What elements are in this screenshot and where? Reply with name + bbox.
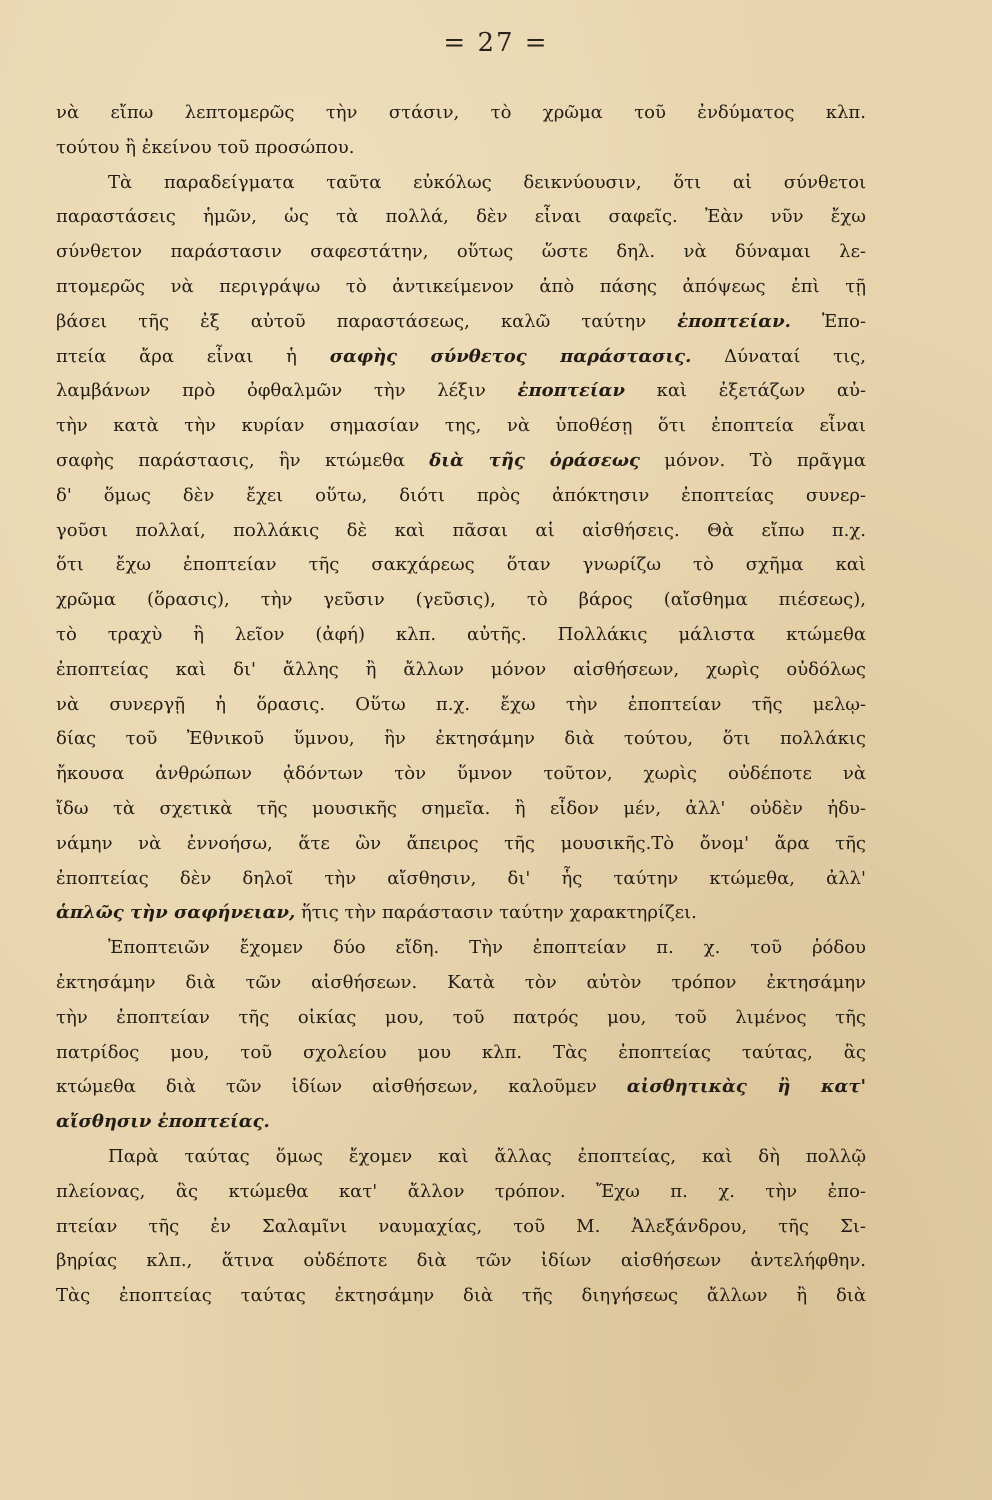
text-line: ἐποπτείας καὶ δι' ἄλλης ἢ ἄλλων μόνον αἰσθήσεων, χωρὶς οὐδόλως [56,658,866,680]
text-line: πτείαν τῆς ἐν Σαλαμῖνι ναυμαχίας, τοῦ Μ. Ἀλεξάνδρου, τῆς Σι- [56,1215,866,1237]
text-line: βάσει τῆς ἐξ αὐτοῦ παραστάσεως, καλῶ ταύτην ἐποπτείαν. Ἐπο- [56,310,867,332]
text-line: γοῦσι πολλαί, πολλάκις δὲ καὶ πᾶσαι αἱ αἰσθήσεις. Θὰ εἴπω π.χ. [56,519,866,541]
text-line: λαμβάνων πρὸ ὀφθαλμῶν τὴν λέξιν ἐποπτείαν καὶ ἐξετάζων αὐ- [56,380,867,402]
emphasis-term: ἐποπτείαν. [677,310,791,332]
paragraph-start-line: Ἐποπτειῶν ἔχομεν δύο εἴδη. Τὴν ἐποπτείαν π. χ. τοῦ ῥόδου [108,937,866,959]
text-line: πτεία ἄρα εἶναι ἡ σαφὴς σύνθετος παράστασις. Δύναταί τις, [56,345,866,367]
text-line: νὰ εἴπω λεπτομερῶς τὴν στάσιν, τὸ χρῶμα τοῦ ἐνδύματος κλπ. [56,102,866,123]
text-line: νὰ συνεργῇ ἡ ὅρασις. Οὕτω π.χ. ἔχω τὴν ἐποπτείαν τῆς μελῳ- [56,693,866,715]
text-line: πλείονας, ἃς κτώμεθα κατ' ἄλλον τρόπον. Ἔχω π. χ. τὴν ἐπο- [56,1180,866,1202]
text-line: Τὰς ἐποπτείας ταύτας ἐκτησάμην διὰ τῆς διηγήσεως ἄλλων ἢ διὰ [56,1285,866,1307]
paragraph-start-line: Τὰ παραδείγματα ταῦτα εὐκόλως δεικνύουσιν, ὅτι αἱ σύνθετοι [108,171,866,193]
text-line: χρῶμα (ὅρασις), τὴν γεῦσιν (γεῦσις), τὸ βάρος (αἴσθημα πιέσεως), [56,589,866,611]
text-line: πτομερῶς νὰ περιγράψω τὸ ἀντικείμενον ἀπὸ πάσης ἀπόψεως ἐπὶ τῇ [56,275,866,297]
text-line: σύνθετον παράστασιν σαφεστάτην, οὕτως ὥστε δηλ. νὰ δύναμαι λε- [56,241,866,263]
text-line: παραστάσεις ἡμῶν, ὡς τὰ πολλά, δὲν εἶναι σαφεῖς. Ἐὰν νῦν ἔχω [56,206,866,228]
text-line: ἐκτησάμην διὰ τῶν αἰσθήσεων. Κατὰ τὸν αὐτὸν τρόπον ἐκτησάμην [56,971,866,993]
emphasis-term: ἐποπτείαν [517,380,625,402]
text-line: βηρίας κλπ., ἅτινα οὐδέποτε διὰ τῶν ἰδίων αἰσθήσεων ἀντελήφθην. [56,1250,866,1272]
text-line: δ' ὅμως δὲν ἔχει οὕτω, διότι πρὸς ἀπόκτησιν ἐποπτείας συνερ- [56,484,866,506]
text-line: τὴν ἐποπτείαν τῆς οἰκίας μου, τοῦ πατρός μου, τοῦ λιμένος τῆς [56,1006,866,1028]
text-line: σαφὴς παράστασις, ἣν κτώμεθα διὰ τῆς ὁράσεως μόνον. Τὸ πρᾶγμα [56,449,866,471]
emphasis-phrase: διὰ τῆς ὁράσεως [429,449,640,471]
paragraph-start-line: Παρὰ ταύτας ὅμως ἔχομεν καὶ ἄλλας ἐποπτείας, καὶ δὴ πολλῷ [108,1145,866,1167]
page-number: = 27 = [443,28,549,58]
text-line: νάμην νὰ ἐννοήσω, ἅτε ὢν ἄπειρος τῆς μουσικῆς.Τὸ ὄνομ' ἄρα τῆς [56,832,866,854]
emphasis-phrase: αἴσθησιν ἐποπτείας. [56,1111,270,1133]
emphasis-phrase: αἰσθητικὰς ἢ κατ' [626,1076,866,1098]
text-line: τὸ τραχὺ ἢ λεῖον (ἀφή) κλπ. αὐτῆς. Πολλάκις μάλιστα κτώμεθα [56,623,866,645]
text-line: κτώμεθα διὰ τῶν ἰδίων αἰσθήσεων, καλοῦμεν αἰσθητικὰς ἢ κατ' [56,1076,866,1098]
text-line: ἤκουσα ἀνθρώπων ᾀδόντων τὸν ὕμνον τοῦτον, χωρὶς οὐδέποτε νὰ [56,763,866,785]
body-text [56,96,866,1314]
text-line: ἐποπτείας δὲν δηλοῖ τὴν αἴσθησιν, δι' ἧς ταύτην κτώμεθα, ἀλλ' [56,867,866,889]
text-line: τούτου ἢ ἐκείνου τοῦ προσώπου. [56,136,355,158]
text-line [56,1105,866,1140]
text-line: πατρίδος μου, τοῦ σχολείου μου κλπ. Τὰς ἐποπτείας ταύτας, ἃς [56,1041,866,1063]
emphasis-phrase: ἁπλῶς τὴν σαφήνειαν, [56,902,296,924]
text-line: ἁπλῶς τὴν σαφήνειαν, ἥτις τὴν παράστασιν ταύτην χαρακτηρίζει. [56,902,697,924]
text-line: ὅτι ἔχω ἐποπτείαν τῆς σακχάρεως ὅταν γνωρίζω τὸ σχῆμα καὶ [56,554,866,576]
text-line: ἴδω τὰ σχετικὰ τῆς μουσικῆς σημεῖα. ἢ εἶδον μέν, ἀλλ' οὐδὲν ἠδυ- [56,797,866,819]
emphasis-definition: σαφὴς σύνθετος παράστασις. [329,345,692,367]
text-line: δίας τοῦ Ἐθνικοῦ ὕμνου, ἣν ἐκτησάμην διὰ τούτου, ὅτι πολλάκις [56,728,866,750]
text-line: τὴν κατὰ τὴν κυρίαν σημασίαν της, νὰ ὑποθέσῃ ὅτι ἐποπτεία εἶναι [56,415,866,437]
